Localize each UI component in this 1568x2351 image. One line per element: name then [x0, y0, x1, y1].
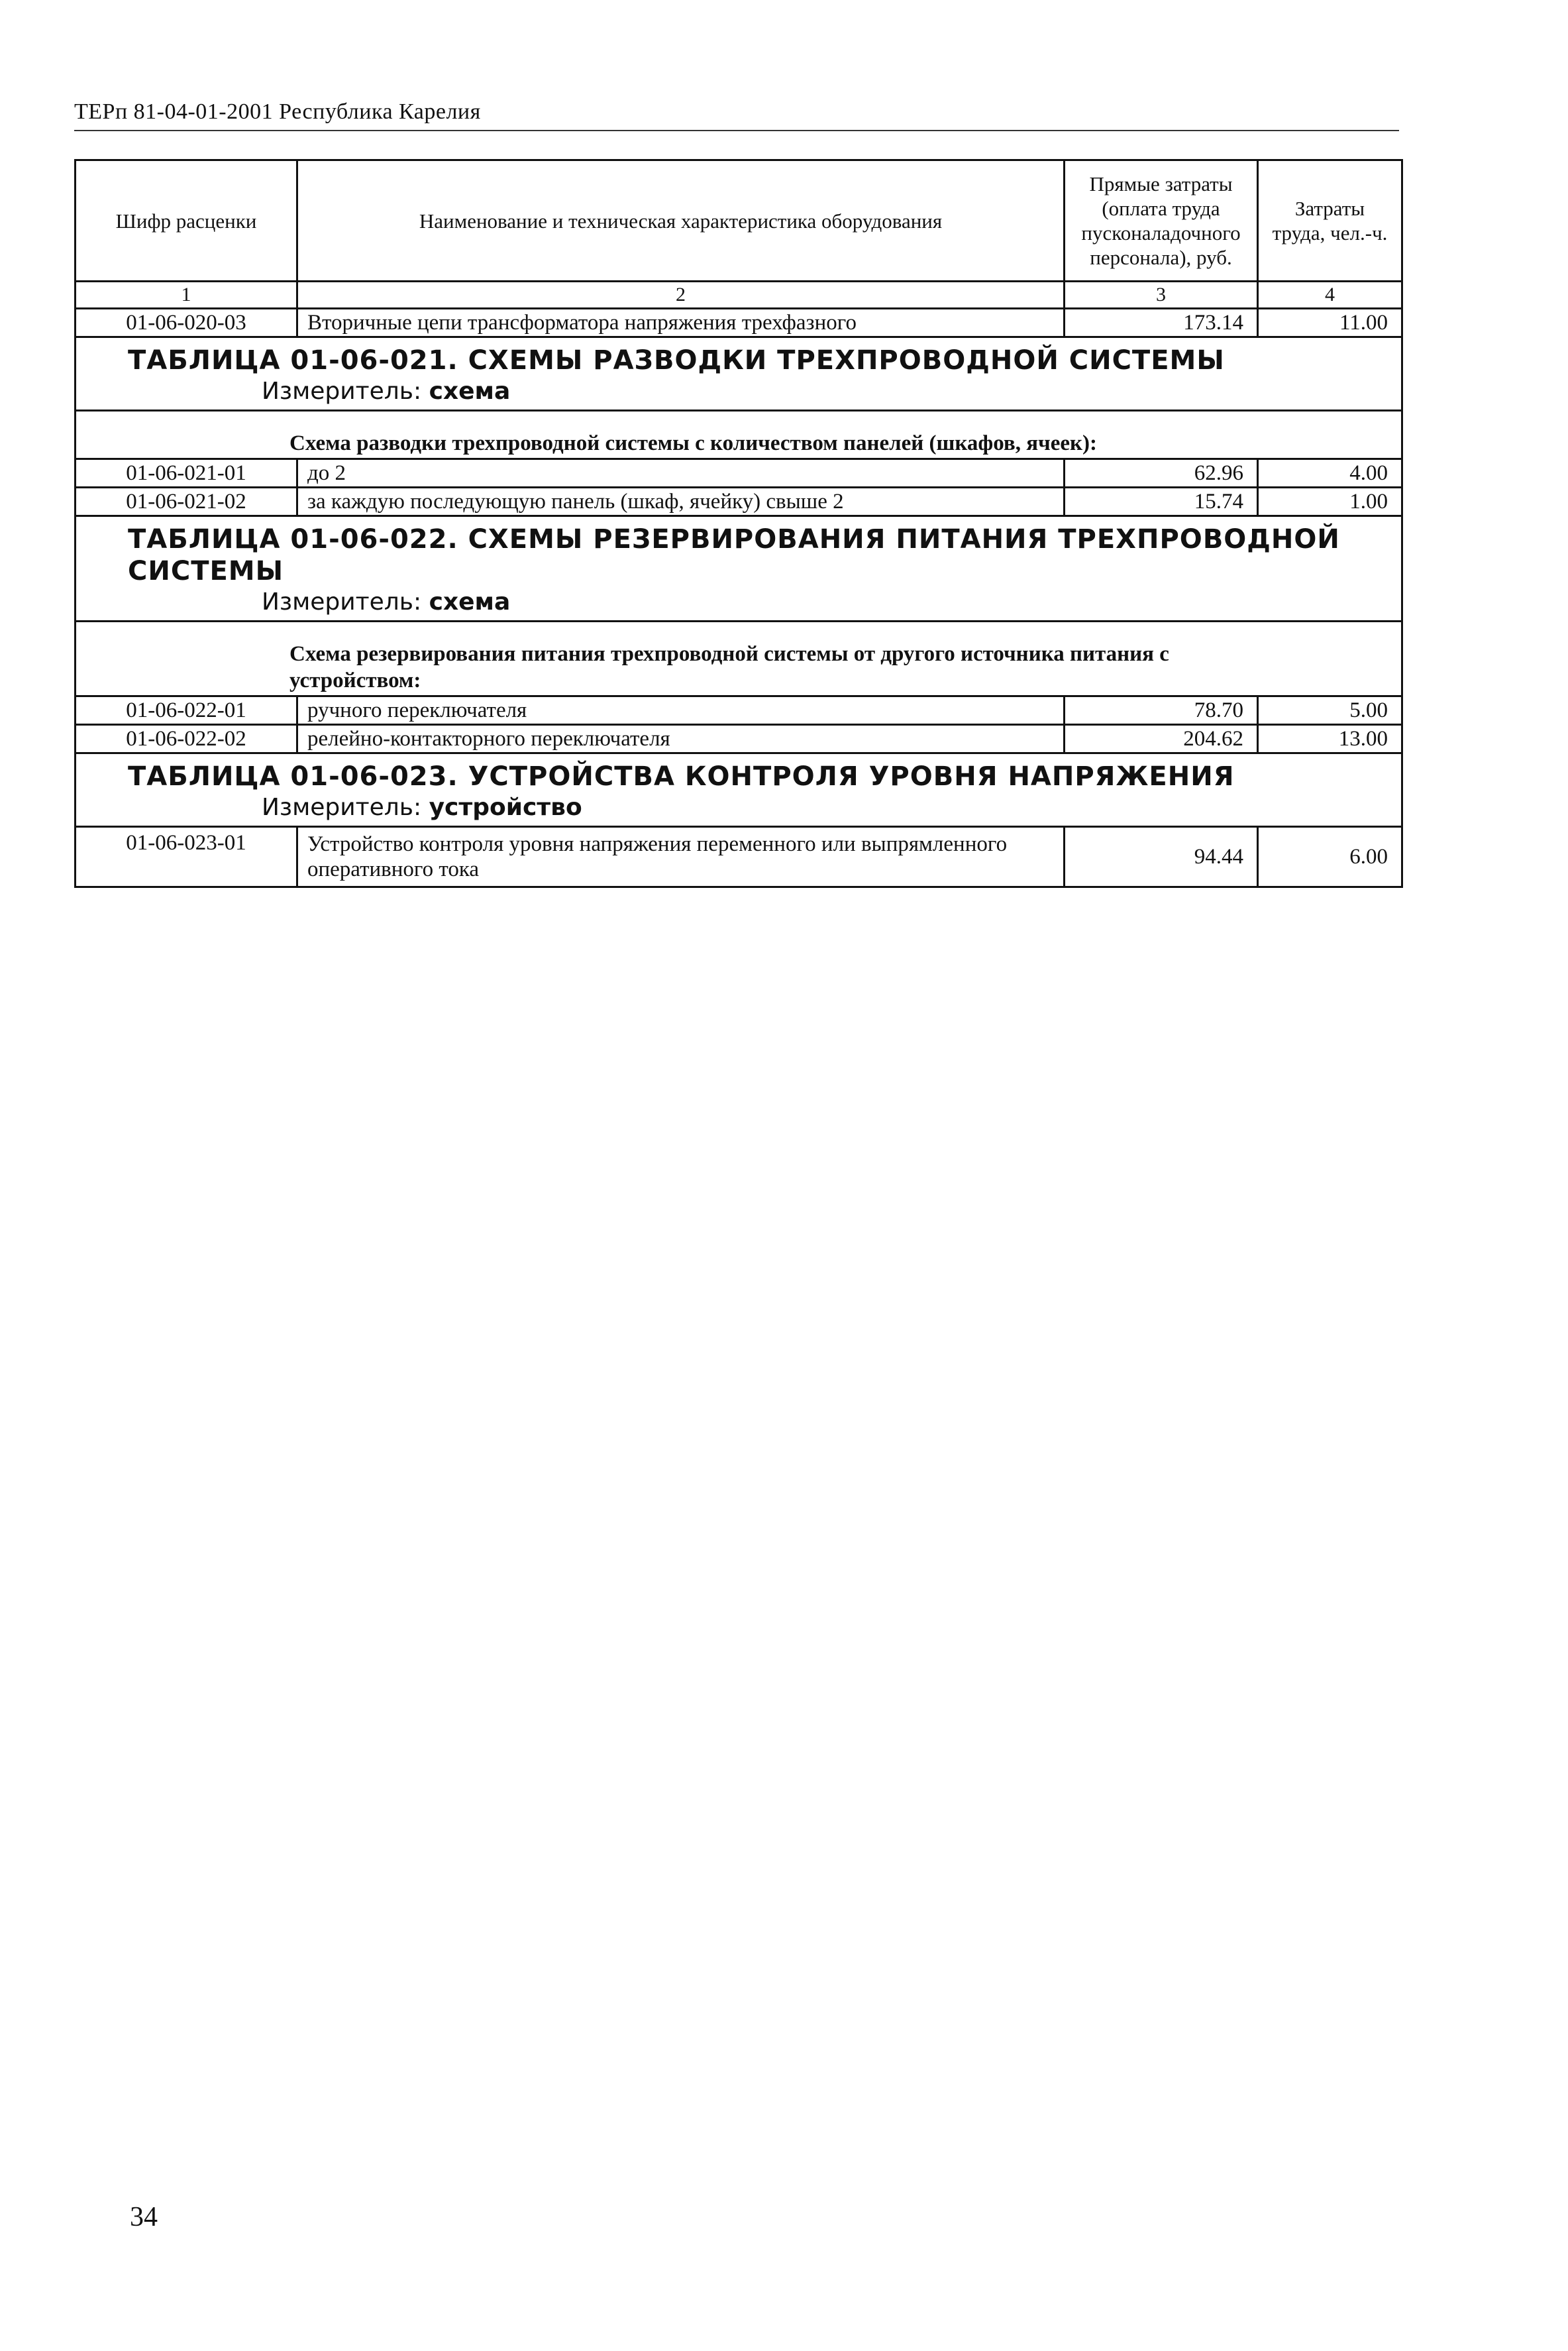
- rate-name: Вторичные цепи трансформатора напряжения трехфазного: [297, 309, 1065, 337]
- page-number: 34: [130, 2202, 158, 2232]
- column-number-1: 1: [76, 282, 297, 309]
- subheading-row: [76, 622, 1402, 696]
- rate-code: 01-06-021-01: [76, 459, 297, 488]
- unit-label: Измеритель:: [262, 588, 422, 616]
- section-title: ТАБЛИЦА 01-06-022. СХЕМЫ РЕЗЕРВИРОВАНИЯ ПИТАНИЯ ТРЕХПРОВОДНОЙ СИСТЕМЫ: [128, 524, 1340, 586]
- unit-label: Измеритель:: [262, 794, 422, 821]
- rate-cost: 204.62: [1065, 725, 1258, 753]
- column-number-2: 2: [297, 282, 1065, 309]
- table-row: [76, 725, 1402, 753]
- section-header: [76, 516, 1402, 622]
- rate-cost: 173.14: [1065, 309, 1258, 337]
- running-header: ТЕРп 81-04-01-2001 Республика Карелия: [74, 99, 481, 124]
- header-labor: Затраты труда, чел.-ч.: [1258, 160, 1402, 282]
- header-rule: [74, 130, 1399, 131]
- column-numbers-row: [76, 282, 1402, 309]
- rate-code: 01-06-021-02: [76, 488, 297, 516]
- section-unit: [128, 793, 1401, 823]
- rate-labor: 4.00: [1258, 459, 1402, 488]
- section-title: ТАБЛИЦА 01-06-023. УСТРОЙСТВА КОНТРОЛЯ УРОВНЯ НАПРЯЖЕНИЯ: [128, 761, 1235, 792]
- table-header-row: [76, 160, 1402, 282]
- unit-value: схема: [429, 588, 511, 616]
- table-row: [76, 309, 1402, 337]
- unit-label: Измеритель:: [262, 378, 422, 405]
- rate-code: 01-06-020-03: [76, 309, 297, 337]
- subheading: Схема разводки трехпроводной системы с количеством панелей (шкафов, ячеек):: [76, 411, 1402, 459]
- table-row: [76, 488, 1402, 516]
- rate-name: Устройство контроля уровня напряжения переменного или выпрямленного оперативного тока: [297, 827, 1065, 887]
- rate-labor: 1.00: [1258, 488, 1402, 516]
- rate-cost: 15.74: [1065, 488, 1258, 516]
- section-header: [76, 753, 1402, 827]
- rates-table: [74, 159, 1403, 888]
- rate-name: до 2: [297, 459, 1065, 488]
- rate-cost: 94.44: [1065, 827, 1258, 887]
- column-number-3: 3: [1065, 282, 1258, 309]
- rate-labor: 11.00: [1258, 309, 1402, 337]
- subheading-row: [76, 411, 1402, 459]
- section-title: ТАБЛИЦА 01-06-021. СХЕМЫ РАЗВОДКИ ТРЕХПРОВОДНОЙ СИСТЕМЫ: [128, 345, 1225, 376]
- table-row: [76, 459, 1402, 488]
- rate-cost: 78.70: [1065, 696, 1258, 725]
- rate-labor: 13.00: [1258, 725, 1402, 753]
- rate-code: 01-06-022-01: [76, 696, 297, 725]
- table-row: [76, 827, 1402, 887]
- header-name: Наименование и техническая характеристика оборудования: [297, 160, 1065, 282]
- unit-value: устройство: [429, 794, 582, 821]
- rate-labor: 5.00: [1258, 696, 1402, 725]
- rate-name: ручного переключателя: [297, 696, 1065, 725]
- rate-cost: 62.96: [1065, 459, 1258, 488]
- table-row: [76, 696, 1402, 725]
- column-number-4: 4: [1258, 282, 1402, 309]
- section-unit: [128, 376, 1401, 407]
- section-header: [76, 337, 1402, 411]
- subheading: Схема резервирования питания трехпроводной системы от другого источника питания с устройством:: [76, 622, 1402, 696]
- header-cost: Прямые затраты (оплата труда пусконаладочного персонала), руб.: [1065, 160, 1258, 282]
- rate-name: за каждую последующую панель (шкаф, ячейку) свыше 2: [297, 488, 1065, 516]
- rate-labor: 6.00: [1258, 827, 1402, 887]
- rate-code: 01-06-022-02: [76, 725, 297, 753]
- section-unit: [128, 587, 1401, 618]
- header-code: Шифр расценки: [76, 160, 297, 282]
- unit-value: схема: [429, 378, 511, 405]
- rate-code: 01-06-023-01: [76, 827, 297, 887]
- rate-name: релейно-контакторного переключателя: [297, 725, 1065, 753]
